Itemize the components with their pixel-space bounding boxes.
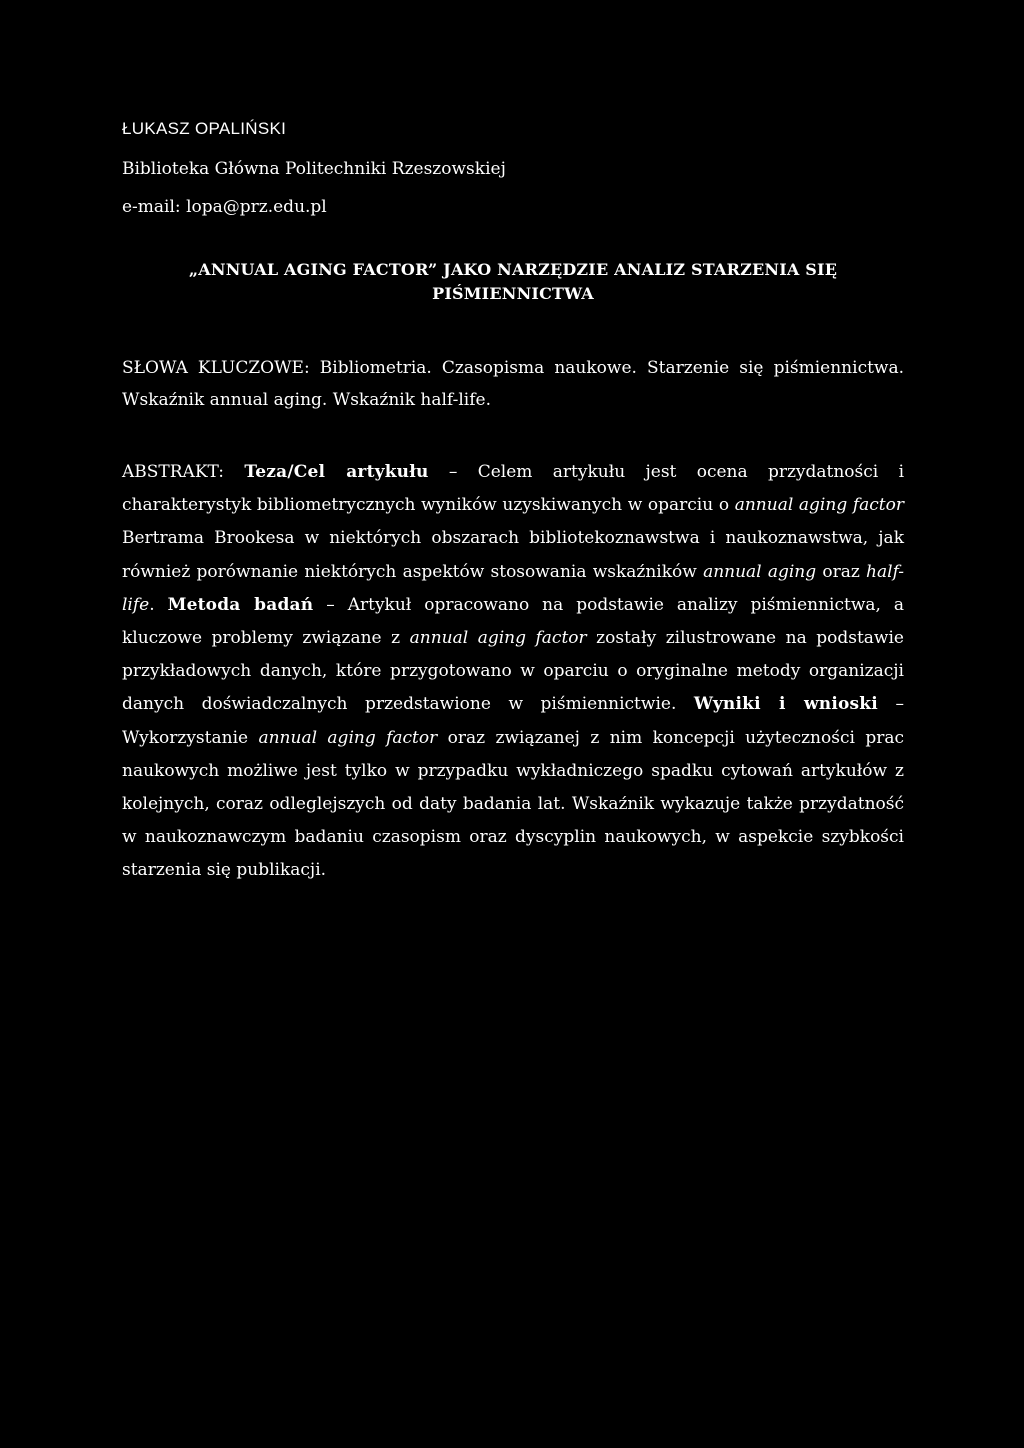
abstract-results-text-b: oraz związanej z nim koncepcji użyteczności prac naukowych możliwe jest tylko w przypadku wykładniczego spadku cytowań artykułów z kolejnych, coraz odleglejszych od daty badania lat. Wskaźnik wykazuje także przydatność w naukoznawczym badaniu czasopism oraz dyscyplin naukowych, w aspekcie szybkości starzenia się publikacji. — [122, 727, 904, 881]
abstract-method-text-b: zostały zilustrowane na podstawie przykładowych danych, które przygotowano w oparciu o oryginalne metody organizacji danych doświadczalnych przedstawione w piśmiennictwie. — [122, 628, 904, 715]
abstract-aim-text-d: . — [149, 594, 168, 615]
abstract-method-text-a: – Artykuł opracowano na podstawie analizy piśmiennictwa, a kluczowe problemy związane z — [122, 594, 904, 649]
abstract-aim-heading: Teza/Cel artykułu — [244, 462, 429, 482]
keywords-label: SŁOWA KLUCZOWE: — [122, 358, 310, 378]
abstract-method-heading: Metoda badań — [167, 594, 314, 615]
abstract-aim-term-2: annual aging — [703, 561, 817, 582]
abstract-aim-text-c: oraz — [816, 561, 867, 582]
abstract-results-term-1: annual aging factor — [258, 727, 438, 748]
author-email: e-mail: lopa@prz.edu.pl — [122, 197, 327, 217]
abstract-aim-term-1: annual aging factor — [734, 495, 904, 516]
abstract-results-text-a: – Wykorzystanie — [122, 694, 905, 748]
paper-title: „ANNUAL AGING FACTOR” JAKO NARZĘDZIE ANALIZ STARZENIA SIĘ PIŚMIENNICTWA — [188, 260, 838, 303]
abstract-results-heading: Wyniki i wnioski — [693, 694, 878, 715]
abstract-aim-text-a: – Celem artykułu jest ocena przydatności i charakterystyk bibliometrycznych wyników uzyskiwanych w oparciu o — [122, 462, 905, 516]
abstract-aim-text-b: Bertrama Brookesa w niektórych obszarach bibliotekoznawstwa i naukoznawstwa, jak również porównanie niektórych aspektów stosowania wskaźników — [122, 528, 904, 582]
author-name: ŁUKASZ OPALIŃSKI — [122, 119, 287, 138]
abstract-method-term-1: annual aging factor — [409, 628, 587, 649]
abstract-aim-term-3: half-life — [122, 561, 904, 615]
keywords-text: Bibliometria. Czasopisma naukowe. Starzenie się piśmiennictwa. Wskaźnik annual aging. Wskaźnik half-life. — [122, 358, 905, 410]
abstract-section — [122, 456, 904, 888]
abstract-label: ABSTRAKT: — [122, 462, 224, 482]
keywords-section — [122, 352, 904, 416]
paper-page — [122, 118, 904, 888]
author-affiliation: Biblioteka Główna Politechniki Rzeszowskiej — [122, 159, 506, 179]
